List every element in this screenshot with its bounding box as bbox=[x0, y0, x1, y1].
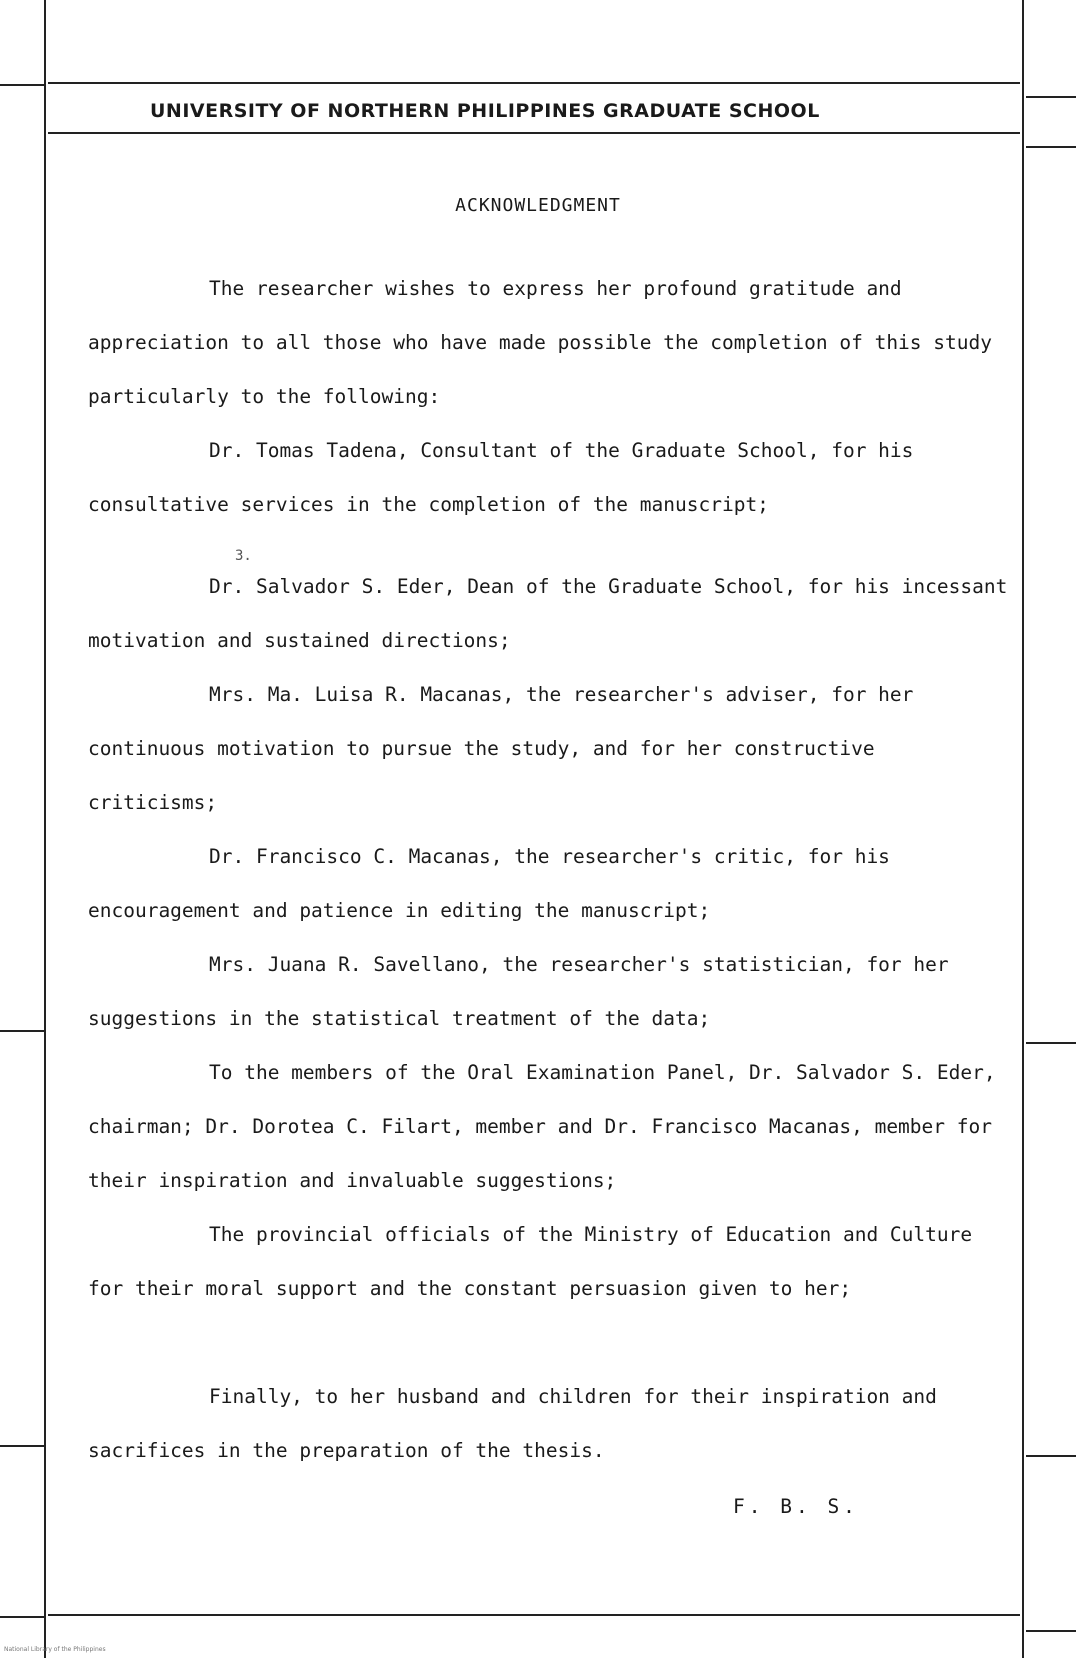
margin-tick-right bbox=[1026, 1042, 1076, 1044]
margin-tick-right bbox=[1026, 146, 1076, 148]
paragraph-tadena: Dr. Tomas Tadena, Consultant of the Graduate School, for his consultative services in the completion of the manuscript; bbox=[88, 439, 914, 516]
right-border-line bbox=[1022, 0, 1024, 1658]
page-heading: ACKNOWLEDGMENT bbox=[455, 195, 621, 216]
paragraph-eder: Dr. Salvador S. Eder, Dean of the Graduate School, for his incessant motivation and sustained directions; bbox=[88, 575, 1008, 652]
paragraph-family: Finally, to her husband and children for their inspiration and sacrifices in the preparation of the thesis. bbox=[88, 1385, 937, 1462]
margin-tick-left bbox=[0, 1445, 44, 1447]
paragraph-macanas-critic: Dr. Francisco C. Macanas, the researcher's critic, for his encouragement and patience in editing the manuscript; bbox=[88, 845, 890, 922]
header-bottom-rule bbox=[48, 132, 1020, 134]
paragraph-intro: The researcher wishes to express her profound gratitude and appreciation to all those who have made possible the completion of this study particularly to the following: bbox=[88, 277, 992, 408]
margin-tick-left bbox=[0, 84, 44, 86]
paragraph-provincial-officials: The provincial officials of the Ministry of Education and Culture for their moral support and the constant persuasion given to her; bbox=[88, 1223, 973, 1300]
stray-mark: 3. bbox=[235, 548, 252, 564]
paragraph-savellano: Mrs. Juana R. Savellano, the researcher's statistician, for her suggestions in the statistical treatment of the data; bbox=[88, 953, 949, 1030]
footer-rule bbox=[48, 1614, 1020, 1616]
margin-tick-right bbox=[1026, 1630, 1076, 1632]
footer-stamp: National Library of the Philippines bbox=[4, 1646, 106, 1653]
header-top-rule bbox=[48, 82, 1020, 84]
paragraph-macanas-adviser: Mrs. Ma. Luisa R. Macanas, the researcher's adviser, for her continuous motivation to pursue the study, and for her constructive criticisms; bbox=[88, 683, 914, 814]
margin-tick-right bbox=[1026, 96, 1076, 98]
margin-tick-right bbox=[1026, 1455, 1076, 1457]
paragraph-oral-panel: To the members of the Oral Examination Panel, Dr. Salvador S. Eder, chairman; Dr. Dorotea C. Filart, member and Dr. Francisco Macanas, member for their inspiration and invaluable suggestions; bbox=[88, 1061, 996, 1192]
university-header-title: UNIVERSITY OF NORTHERN PHILIPPINES GRADUATE SCHOOL bbox=[150, 100, 820, 122]
left-border-line bbox=[44, 0, 46, 1658]
author-initials: F. B. S. bbox=[733, 1495, 859, 1518]
margin-tick-left bbox=[0, 1616, 44, 1618]
margin-tick-left bbox=[0, 1030, 44, 1032]
